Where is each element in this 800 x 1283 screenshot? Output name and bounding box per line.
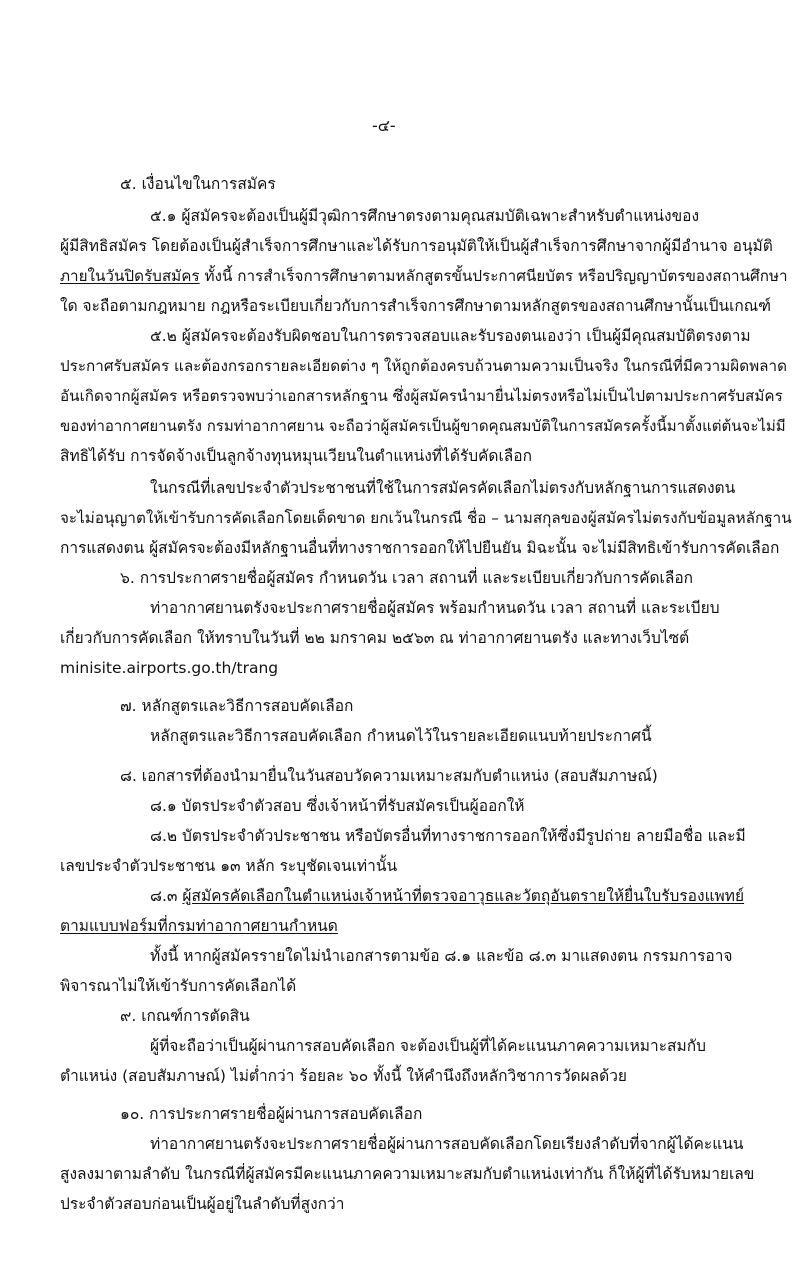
paragraph-line: ผู้มีสิทธิสมัคร โดยต้องเป็นผู้สำเร็จการศึกษาและได้รับการอนุมัติให้เป็นผู้สำเร็จการศึกษาจากผู้มีอำนาจ อนุมัติ <box>60 237 773 255</box>
paragraph-line: ของท่าอากาศยานตรัง กรมท่าอากาศยาน จะถือว่าผู้สมัครเป็นผู้ขาดคุณสมบัติในการสมัครครั้งนี้มาตั้งแต่ต้นจะไม่มี <box>60 417 786 435</box>
section-5-heading: ๕. เงื่อนไขในการสมัคร <box>120 175 276 193</box>
paragraph-line <box>150 886 744 906</box>
paragraph-line: ตำแหน่ง (สอบสัมภาษณ์) ไม่ต่ำกว่า ร้อยละ ๖๐ ทั้งนี้ ให้คำนึงถึงหลักวิชาการวัดผลด้วย <box>60 1067 628 1085</box>
paragraph-line: พิจารณาไม่ให้เข้ารับการคัดเลือกได้ <box>60 977 297 995</box>
section-6-heading: ๖. การประกาศรายชื่อผู้สมัคร กำหนดวัน เวลา สถานที่ และระเบียบเกี่ยวกับการคัดเลือก <box>120 569 694 587</box>
paragraph-line: ๕.๑ ผู้สมัครจะต้องเป็นผู้มีวุฒิการศึกษาตรงตามคุณสมบัติเฉพาะสำหรับตำแหน่งของ <box>150 207 700 225</box>
section-10-heading: ๑๐. การประกาศรายชื่อผู้ผ่านการสอบคัดเลือก <box>120 1105 423 1123</box>
paragraph-line: จะไม่อนุญาตให้เข้ารับการคัดเลือกโดยเด็ดขาด ยกเว้นในกรณี ชื่อ – นามสกุลของผู้สมัครไม่ตรงกับข้อมูลหลักฐาน <box>60 509 792 527</box>
website-url: minisite.airports.go.th/trang <box>60 659 279 677</box>
underlined-text: ภายในวันปิดรับสมัคร <box>60 267 200 285</box>
paragraph-line: ประจำตัวสอบก่อนเป็นผู้อยู่ในลำดับที่สูงกว่า <box>60 1195 345 1213</box>
paragraph-text: ๘.๓ <box>150 887 183 905</box>
paragraph-line: ท่าอากาศยานตรังจะประกาศรายชื่อผู้ผ่านการสอบคัดเลือกโดยเรียงลำดับที่จากผู้ได้คะแนน <box>150 1135 744 1153</box>
section-8-heading: ๘. เอกสารที่ต้องนำมายื่นในวันสอบวัดความเหมาะสมกับตำแหน่ง (สอบสัมภาษณ์) <box>120 767 658 785</box>
section-9-heading: ๙. เกณฑ์การตัดสิน <box>120 1007 250 1025</box>
paragraph-text: ทั้งนี้ การสำเร็จการศึกษาตามหลักสูตรขั้นประกาศนียบัตร หรือปริญญาบัตรของสถานศึกษา <box>199 267 788 285</box>
paragraph-line: สิทธิได้รับ การจัดจ้างเป็นลูกจ้างทุนหมุนเวียนในตำแหน่งที่ได้รับคัดเลือก <box>60 447 532 465</box>
underlined-text: ผู้สมัครคัดเลือกในตำแหน่งเจ้าหน้าที่ตรวจอาวุธและวัตถุอันตรายให้ยื่นใบรับรองแพทย์ <box>182 887 745 905</box>
paragraph-line: เกี่ยวกับการคัดเลือก ให้ทราบในวันที่ ๒๒ มกราคม ๒๕๖๓ ณ ท่าอากาศยานตรัง และทางเว็บไซต์ <box>60 629 690 647</box>
paragraph-line: ท่าอากาศยานตรังจะประกาศรายชื่อผู้สมัคร พร้อมกำหนดวัน เวลา สถานที่ และระเบียบ <box>150 599 720 617</box>
page-number: -๔- <box>372 116 396 135</box>
paragraph-line: ประกาศรับสมัคร และต้องกรอกรายละเอียดต่าง ๆ ให้ถูกต้องครบถ้วนตามความเป็นจริง ในกรณีที่มีความผิดพลาด <box>60 357 787 375</box>
paragraph-line: เลขประจำตัวประชาชน ๑๓ หลัก ระบุชัดเจนเท่านั้น <box>60 857 398 875</box>
paragraph-line: ๘.๑ บัตรประจำตัวสอบ ซึ่งเจ้าหน้าที่รับสมัครเป็นผู้ออกให้ <box>150 797 525 815</box>
paragraph-line: การแสดงตน ผู้สมัครจะต้องมีหลักฐานอื่นที่ทางราชการออกให้ไปยืนยัน มิฉะนั้น จะไม่มีสิทธิเข้ารับการคัดเลือก <box>60 539 780 557</box>
paragraph-line: ผู้ที่จะถือว่าเป็นผู้ผ่านการสอบคัดเลือก จะต้องเป็นผู้ที่ได้คะแนนภาคความเหมาะสมกับ <box>150 1037 706 1055</box>
paragraph-line: ในกรณีที่เลขประจำตัวประชาชนที่ใช้ในการสมัครคัดเลือกไม่ตรงกับหลักฐานการแสดงตน <box>150 479 736 497</box>
paragraph-line: อันเกิดจากผู้สมัคร หรือตรวจพบว่าเอกสารหลักฐาน ซึ่งผู้สมัครนำมายื่นไม่ตรงหรือไม่เป็นไปตามประกาศรับสมัคร <box>60 387 783 405</box>
section-7-heading: ๗. หลักสูตรและวิธีการสอบคัดเลือก <box>120 697 354 715</box>
paragraph-line: ๘.๒ บัตรประจำตัวประชาชน หรือบัตรอื่นที่ทางราชการออกให้ซึ่งมีรูปถ่าย ลายมือชื่อ และมี <box>150 827 746 845</box>
paragraph-line: ทั้งนี้ หากผู้สมัครรายใดไม่นำเอกสารตามข้อ ๘.๑ และข้อ ๘.๓ มาแสดงตน กรรมการอาจ <box>150 947 733 965</box>
paragraph-line: ๕.๒ ผู้สมัครจะต้องรับผิดชอบในการตรวจสอบและรับรองตนเองว่า เป็นผู้มีคุณสมบัติตรงตาม <box>150 327 751 345</box>
underlined-line: ตามแบบฟอร์มที่กรมท่าอากาศยานกำหนด <box>60 917 338 935</box>
paragraph-line: สูงลงมาตามลำดับ ในกรณีที่ผู้สมัครมีคะแนนภาคความเหมาะสมกับตำแหน่งเท่ากัน ก็ให้ผู้ที่ได้รับหมายเลข <box>60 1165 755 1183</box>
paragraph-line <box>60 266 788 286</box>
paragraph-line: ใด จะถือตามกฎหมาย กฎหรือระเบียบเกี่ยวกับการสำเร็จการศึกษาตามหลักสูตรของสถานศึกษานั้นเป็นเกณฑ์ <box>60 297 772 315</box>
paragraph-line: หลักสูตรและวิธีการสอบคัดเลือก กำหนดไว้ในรายละเอียดแนบท้ายประกาศนี้ <box>150 727 652 745</box>
